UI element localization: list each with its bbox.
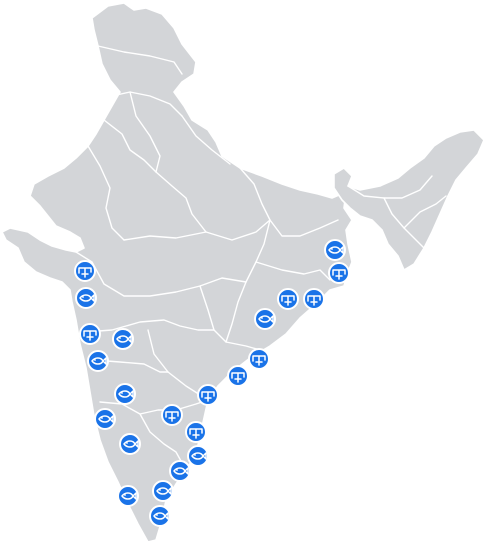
fish-marker[interactable] (150, 506, 170, 526)
trawler-marker[interactable] (162, 405, 182, 425)
fish-marker[interactable] (120, 434, 140, 454)
trawler-marker[interactable] (186, 422, 206, 442)
fish-marker[interactable] (115, 384, 135, 404)
trawler-marker[interactable] (198, 385, 218, 405)
fish-marker[interactable] (188, 446, 208, 466)
trawler-marker[interactable] (278, 289, 298, 309)
trawler-marker[interactable] (304, 289, 324, 309)
fish-marker[interactable] (255, 309, 275, 329)
fish-marker[interactable] (113, 329, 133, 349)
fish-marker[interactable] (325, 240, 345, 260)
trawler-marker[interactable] (329, 263, 349, 283)
fish-marker[interactable] (118, 486, 138, 506)
fish-marker[interactable] (95, 409, 115, 429)
fish-marker[interactable] (153, 481, 173, 501)
trawler-marker[interactable] (80, 324, 100, 344)
fish-marker[interactable] (88, 351, 108, 371)
trawler-marker[interactable] (228, 366, 248, 386)
fish-marker[interactable] (170, 461, 190, 481)
trawler-marker[interactable] (75, 261, 95, 281)
northeast-region (334, 130, 484, 270)
fish-marker[interactable] (76, 288, 96, 308)
trawler-marker[interactable] (249, 349, 269, 369)
